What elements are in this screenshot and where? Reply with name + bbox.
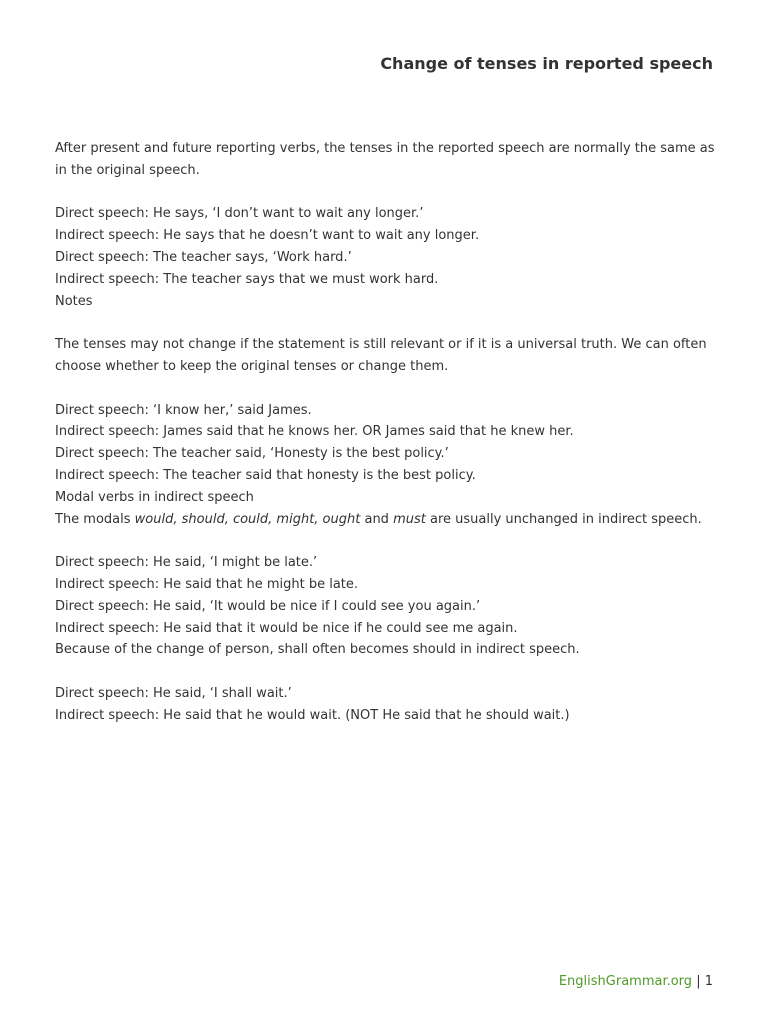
spacer <box>55 312 715 334</box>
example-indirect: Indirect speech: He said that he might be late. <box>55 576 359 592</box>
modal-text: The modals <box>55 511 135 527</box>
example-direct: Direct speech: The teacher says, ‘Work hard.’ <box>55 249 352 265</box>
spacer <box>55 182 715 204</box>
footer-separator: | <box>692 974 705 989</box>
notes-heading: Notes <box>55 293 93 309</box>
site-link[interactable]: EnglishGrammar.org <box>558 974 693 989</box>
document-body <box>55 138 715 727</box>
intro-paragraph: After present and future reporting verbs, the tenses in the reported speech are normally the same as in the original speech. <box>55 141 715 178</box>
example-indirect: Indirect speech: The teacher says that we must work hard. <box>55 271 439 287</box>
example-indirect: Indirect speech: The teacher said that honesty is the best policy. <box>55 467 476 483</box>
page-footer <box>559 972 713 992</box>
modal-heading: Modal verbs in indirect speech <box>55 489 254 505</box>
example-direct: Direct speech: He said, ‘I might be late.’ <box>55 555 318 571</box>
modal-must: must <box>393 511 426 527</box>
example-direct: Direct speech: The teacher said, ‘Honesty is the best policy.’ <box>55 446 449 462</box>
spacer <box>55 378 715 400</box>
modal-text: and <box>360 511 394 527</box>
example-indirect: Indirect speech: He says that he doesn’t want to wait any longer. <box>55 228 480 244</box>
example-direct: Direct speech: He said, ‘It would be nice if I could see you again.’ <box>55 598 481 614</box>
page-number: 1 <box>704 974 713 989</box>
example-direct: Direct speech: He said, ‘I shall wait.’ <box>55 685 292 701</box>
example-indirect: Indirect speech: He said that he would wait. (NOT He said that he should wait.) <box>55 707 570 723</box>
page-title: Change of tenses in reported speech <box>380 54 713 73</box>
example-indirect: Indirect speech: He said that it would be nice if he could see me again. <box>55 620 518 636</box>
spacer <box>55 661 715 683</box>
example-direct: Direct speech: ‘I know her,’ said James. <box>55 402 312 418</box>
example-indirect: Indirect speech: James said that he knows her. OR James said that he knew her. <box>55 424 574 440</box>
example-direct: Direct speech: He says, ‘I don’t want to wait any longer.’ <box>55 206 424 222</box>
modal-text: are usually unchanged in indirect speech. <box>425 511 702 527</box>
spacer <box>55 530 715 552</box>
modal-paragraph <box>55 509 715 531</box>
modal-list: would, should, could, might, ought <box>134 511 361 527</box>
shall-note: Because of the change of person, shall often becomes should in indirect speech. <box>55 642 580 658</box>
notes-paragraph: The tenses may not change if the statement is still relevant or if it is a universal truth. We can often choose whether to keep the original tenses or change them. <box>55 337 707 374</box>
